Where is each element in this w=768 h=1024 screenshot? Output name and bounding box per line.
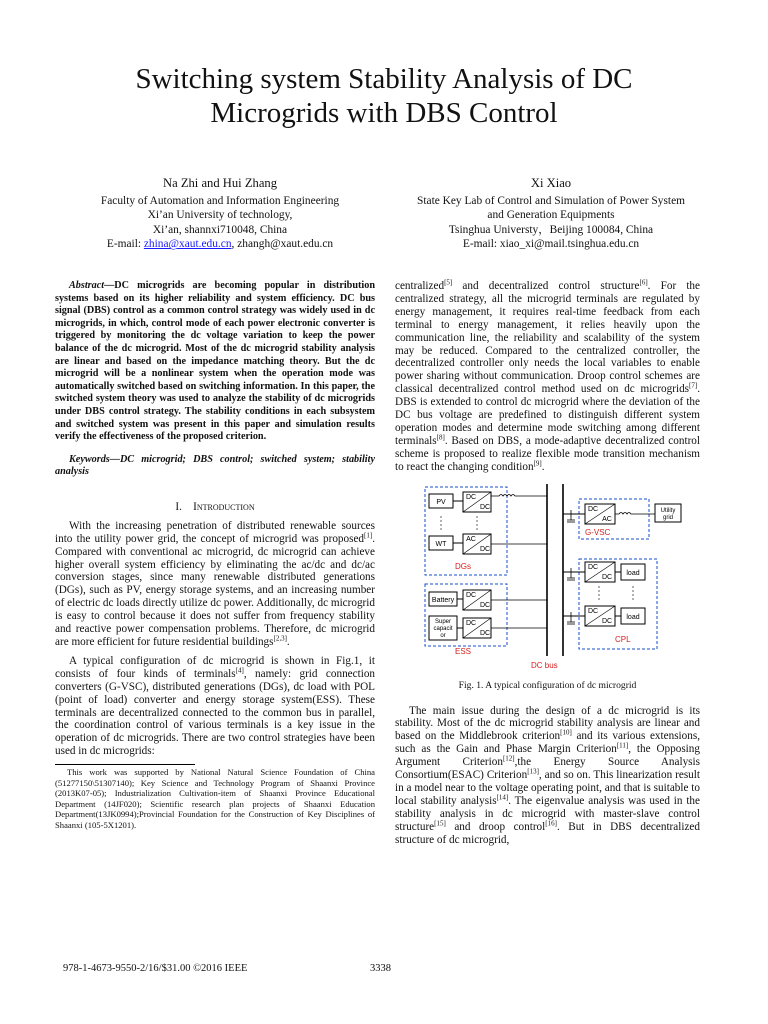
title-line-1: Switching system Stability Analysis of DC [135,63,633,95]
affiliation-line: Faculty of Automation and Information Engineering [100,194,340,207]
affiliation-line: Xi’an University of technology, [147,209,293,222]
text-run: , the Opposing Argument Criterion [395,743,700,769]
affiliation-line: Xi’an, shannxi710048, China [152,223,288,236]
supercapacitor-label: capacit [433,625,453,632]
text-run: The main issue during the design of a dc microgrid is its stability. Most of the dc microgrid stability analysis are linear and based on the Middlebrook criterion [395,704,700,743]
email-text: , zhangh@xaut.edu.cn [231,238,334,251]
utility-grid-label: Utility [660,507,676,514]
gvsc-label: G-VSC [585,527,611,537]
citation: [12] [502,754,515,763]
section-title: Introduction [193,500,255,513]
converter-label: DC [587,505,599,513]
converter-label: DC [601,617,613,625]
citation: [6] [639,278,648,287]
text-run: . DBS is extended to control dc microgrid where the deviation of the DC bus voltage are predefined to distinguish different system operation modes and determine mode switching among different terminals [395,383,700,447]
section-heading [55,501,375,514]
text-run: and decentralized control structure [452,280,640,292]
page-number: 3338 [370,963,391,974]
citation: [14] [496,793,509,802]
citation: [16] [545,818,557,827]
cpl-label: CPL [615,634,631,644]
text-run: . [541,460,545,473]
converter-label: DC [465,591,477,599]
ess-label: ESS [455,646,472,656]
right-column [395,280,700,852]
affiliation-line: State Key Lab of Control and Simulation of Power System [417,194,685,207]
text-run: , and so on. This linearization result in a model near to the voltage operating point, and that is suitable to local stability analysis [395,769,700,807]
converter-label: AC [466,535,476,543]
affiliation-line: and Generation Equipments [487,209,615,222]
email-link[interactable]: zhina@xaut.edu.cn [143,238,232,251]
text-run: and droop control [445,820,546,833]
title-line-2: Microgrids with DBS Control [210,97,558,129]
funding-footnote: This work was supported by National Natural Science Foundation of China (51277150\51307140); Key Science and Technology Program of Shaanxi Province (2013K07-05); Industrialization Cultivation-item of Shaanxi Province Educational Department (14JF020); Scientific research plan projects of Shaanxi Education Department(13JK0994);Provincial Foundation for the Construction of Key Disciplines of Shaanxi (105-5X1201). [55,767,375,830]
text-run: With the increasing penetration of distributed renewable sources into the utility power grid, the concept of microgrid was proposed [55,519,375,545]
inductor-line [491,494,547,496]
converter-label: DC [601,573,613,581]
text-run: centralized [395,280,445,292]
citation: [8] [436,433,445,442]
citation: [2,3] [273,634,287,643]
left-column [55,280,375,830]
citation: [7] [689,381,698,390]
converter-label: DC [587,563,599,571]
intro-paragraph-1 [55,520,375,649]
load-label: load [626,569,640,577]
footnote-divider [55,764,195,765]
right-paragraph-1 [395,280,700,474]
right-paragraph-2 [395,705,700,847]
citation: [11] [616,741,629,750]
text-run: and its various extensions, such as the Gain and Phase Margin Criterion [395,730,700,756]
pv-label: PV [436,498,446,506]
citation: [15] [434,818,446,827]
author-block-left [70,176,370,252]
converter-label: DC [479,545,491,553]
text-run: . For the centralized strategy, all the microgrid terminals are regulated by energy management, it requires real-time feedback from each terminal to energy management, it relies heavily upon the communication line, the reliability and scalability of the system may be reduced. Compared to the centralized controller, the decentralized controller only needs the local variables to enable power sharing without communication. Droop control schemes are classical decentralized control method used on dc microgrids [395,280,700,396]
citation: [5] [444,278,453,287]
abstract-label: Abstract [69,280,105,291]
abstract-text: —DC microgrids are becoming popular in distribution systems based on its higher reliability and system efficiency. DC bus signal (DBS) control as a common control strategy was widely used in dc microgrids, in which, control mode of each power electronic converter is triggered by monitoring the dc voltage variation to keep the power balance of the dc microgrid. Most of the dc microgrid stability analysis are linear and based on the impedance matching theory. But the dc microgrid will be a nonlinear system when the operation mode was automatically switched based on switching information. In this paper, the switched system theory was used to analyze the stability of dc microgrids under DBS control strategy. The stability conditions in each subsystem and switched system was present in this paper and simulation results verify the effectiveness of the proposed criterion. [55,280,375,443]
utility-grid-label: grid [662,514,674,521]
footer-copyright: 978-1-4673-9550-2/16/$31.00 ©2016 IEEE [63,963,248,974]
section-number: I. [175,500,182,513]
email-line [70,237,370,252]
figure-1 [419,484,689,674]
converter-label: DC [479,601,491,609]
affiliation-line: Tsinghua Universty，Beijing 100084, China [448,223,654,236]
converter-label: DC [479,629,491,637]
citation: [13] [527,767,539,776]
converter-label: DC [479,503,491,511]
battery-label: Battery [431,596,455,604]
converter-label: DC [465,619,477,627]
figure-caption: Fig. 1. A typical configuration of dc microgrid [458,679,637,691]
text-run: . The eigenvalue analysis was used in the stability analysis in dc microgrid with master-slave control structure [395,794,700,833]
keywords: Keywords—DC microgrid; DBS control; switched system; stability analysis [55,453,375,478]
text-run: ,the Energy Source Analysis Consortium(ESAC) Criterion [395,756,700,782]
supercapacitor-label: Super [434,618,452,625]
paper-title [60,62,708,130]
abstract [55,280,375,444]
citation: [9] [533,458,542,467]
citation: [10] [560,728,572,737]
dc-bus-label: DC bus [531,660,558,670]
text-run: . Compared with conventional ac microgrid, dc microgrid can achieve higher overall system efficiency by eliminating the ac/dc and dc/ac conversion stages, since many renewable distributed generations (DGs), such as PV, energy storage systems, and an increasing number of electric dc loads directly utilize dc power. Additionally, dc microgrid is easy to control because it does not suffer from frequency stability and reactive power compensation problems. Therefore, dc microgrid are more efficient for future residential buildings [55,532,375,648]
converter-label: DC [465,493,477,501]
author-names: Na Zhi and Hui Zhang [162,176,277,190]
intro-paragraph-2 [55,655,375,758]
text-run: , namely: grid connection converters (G-VSC), distributed generations (DGs), dc load with POL (point of load) converter and energy storage system(ESS). These terminals are decentralized connected to the common bus in parallel, the coordination control of various terminals is a key issue in the operation of dc microgrids. There are two control strategies have been used in dc microgrids: [55,667,376,758]
text-run: . [286,635,290,648]
author-block-right [395,176,707,252]
text-run: A typical configuration of dc microgrid is shown in Fig.1, it consists of four kinds of terminals [55,654,375,680]
email-label: E-mail: [106,238,144,251]
converter-label: DC [587,607,599,615]
email-line: E-mail: xiao_xi@mail.tsinghua.edu.cn [462,238,640,251]
dgs-label: DGs [455,561,471,571]
citation: [1] [364,530,373,539]
supercapacitor-label: or [440,632,446,639]
wt-label: WT [435,540,447,548]
citation: [4] [235,666,244,675]
load-label: load [626,613,640,621]
author-name: Xi Xiao [530,176,572,190]
converter-label: AC [602,515,612,523]
text-run: . Based on DBS, a mode-adaptive decentralized control scheme is proposed to realize flexible mode transition mechanism to react the changing condition [395,434,700,473]
text-run: . But in DBS decentralized structure of dc microgrid, [395,820,700,846]
dc-microgrid-diagram [419,484,689,674]
